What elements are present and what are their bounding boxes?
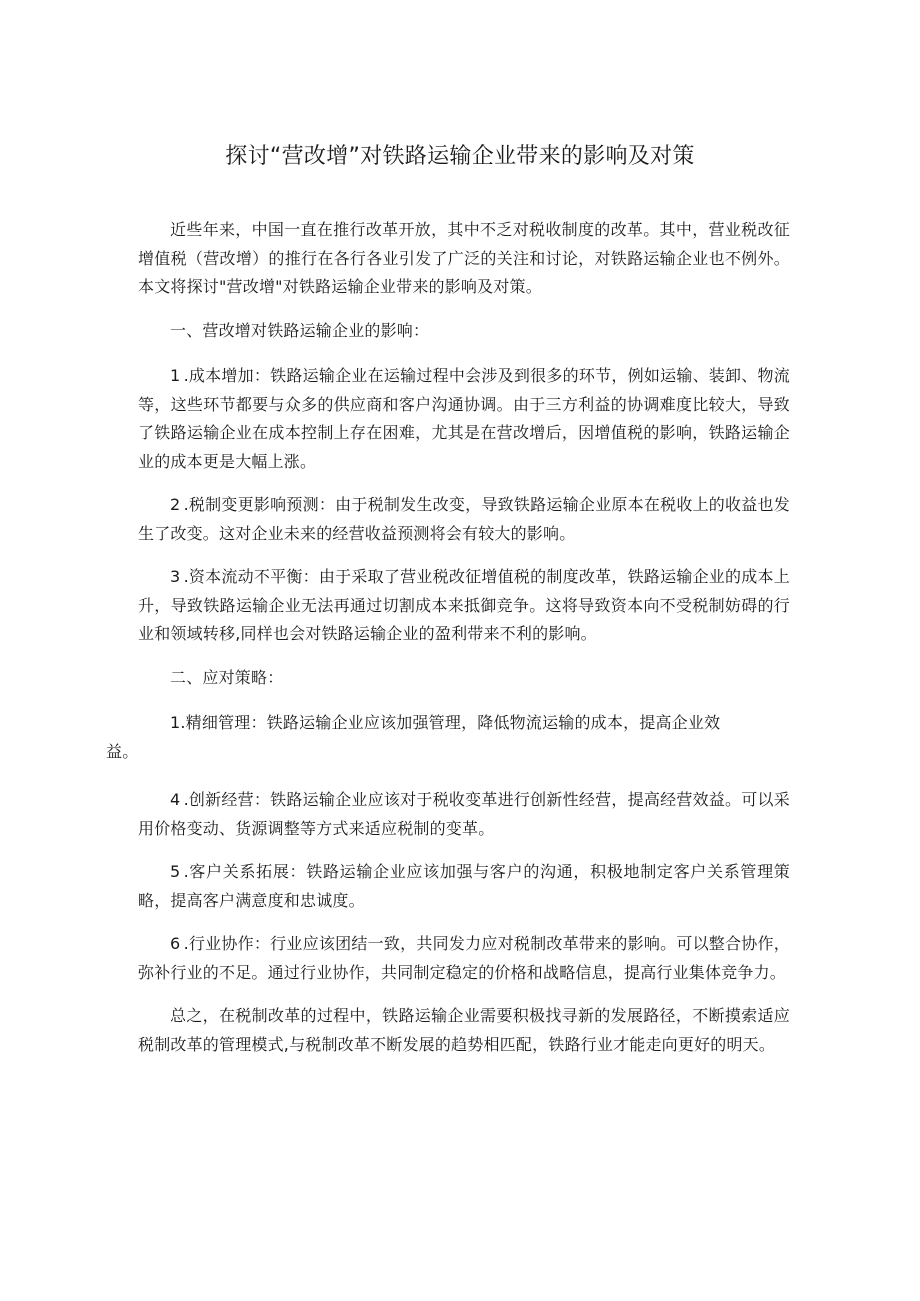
item-text: .成本增加：铁路运输企业在运输过程中会涉及到很多的环节，例如运输、装卸、物流等，这些环节都要与众多的供应商和客户沟通协调。由于三方利益的协调难度比较大，导致了铁路运输企业在成本控制上存在困难，尤其是在营改增后，因增值税的影响，铁路运输企业的成本更是大幅上涨。 — [138, 366, 790, 471]
item-number: 6 — [170, 934, 181, 953]
item-text: .客户关系拓展：铁路运输企业应该加强与客户的沟通，积极地制定客户关系管理策略，提高客户满意度和忠诚度。 — [138, 862, 790, 910]
document-body — [106, 216, 790, 1074]
section1-item-2 — [138, 491, 790, 548]
item-number: 4 — [170, 790, 181, 809]
item-number: 3 — [170, 567, 181, 586]
item-text-line1: 1.精细管理：铁路运输企业应该加强管理，降低物流运输的成本，提高企业效 — [170, 713, 721, 732]
section2-item-6 — [138, 930, 790, 987]
document-title: 探讨“营改增”对铁路运输企业带来的影响及对策 — [225, 144, 695, 169]
item-number: 1 — [170, 366, 181, 385]
section1-item-1 — [138, 362, 790, 476]
item-text-line2: 益。 — [106, 741, 139, 761]
item-number: 5 — [170, 862, 181, 881]
item-text: .税制变更影响预测：由于税制发生改变，导致铁路运输企业原本在税收上的收益也发生了改变。这对企业未来的经营收益预测将会有较大的影响。 — [138, 495, 790, 543]
section2-item-5 — [138, 858, 790, 915]
section2-item-4 — [138, 786, 790, 843]
item-text: .创新经营：铁路运输企业应该对于税收变革进行创新性经营，提高经营效益。可以采用价格变动、货源调整等方式来适应税制的变革。 — [138, 790, 790, 838]
intro-paragraph: 近些年来，中国一直在推行改革开放，其中不乏对税收制度的改革。其中，营业税改征增值税（营改增）的推行在各行各业引发了广泛的关注和讨论，对铁路运输企业也不例外。本文将探讨"营改增"对铁路运输企业带来的影响及对策。 — [138, 220, 790, 296]
section2-heading: 二、应对策略： — [170, 667, 284, 687]
section1-heading: 一、营改增对铁路运输企业的影响： — [170, 320, 430, 340]
section2-item-1 — [106, 709, 790, 766]
section1-item-3 — [138, 563, 790, 649]
item-text: .资本流动不平衡：由于采取了营业税改征增值税的制度改革，铁路运输企业的成本上升，导致铁路运输企业无法再通过切割成本来抵御竞争。这将导致资本向不受税制妨碍的行业和领域转移,同样也会对铁路运输企业的盈利带来不利的影响。 — [138, 567, 790, 643]
item-text: .行业协作：行业应该团结一致，共同发力应对税制改革带来的影响。可以整合协作，弥补行业的不足。通过行业协作，共同制定稳定的价格和战略信息，提高行业集体竞争力。 — [138, 934, 790, 982]
item-number: 2 — [170, 495, 181, 514]
conclusion-paragraph: 总之，在税制改革的过程中，铁路运输企业需要积极找寻新的发展路径，不断摸索适应税制改革的管理模式,与税制改革不断发展的趋势相匹配，铁路行业才能走向更好的明天。 — [138, 1006, 790, 1054]
